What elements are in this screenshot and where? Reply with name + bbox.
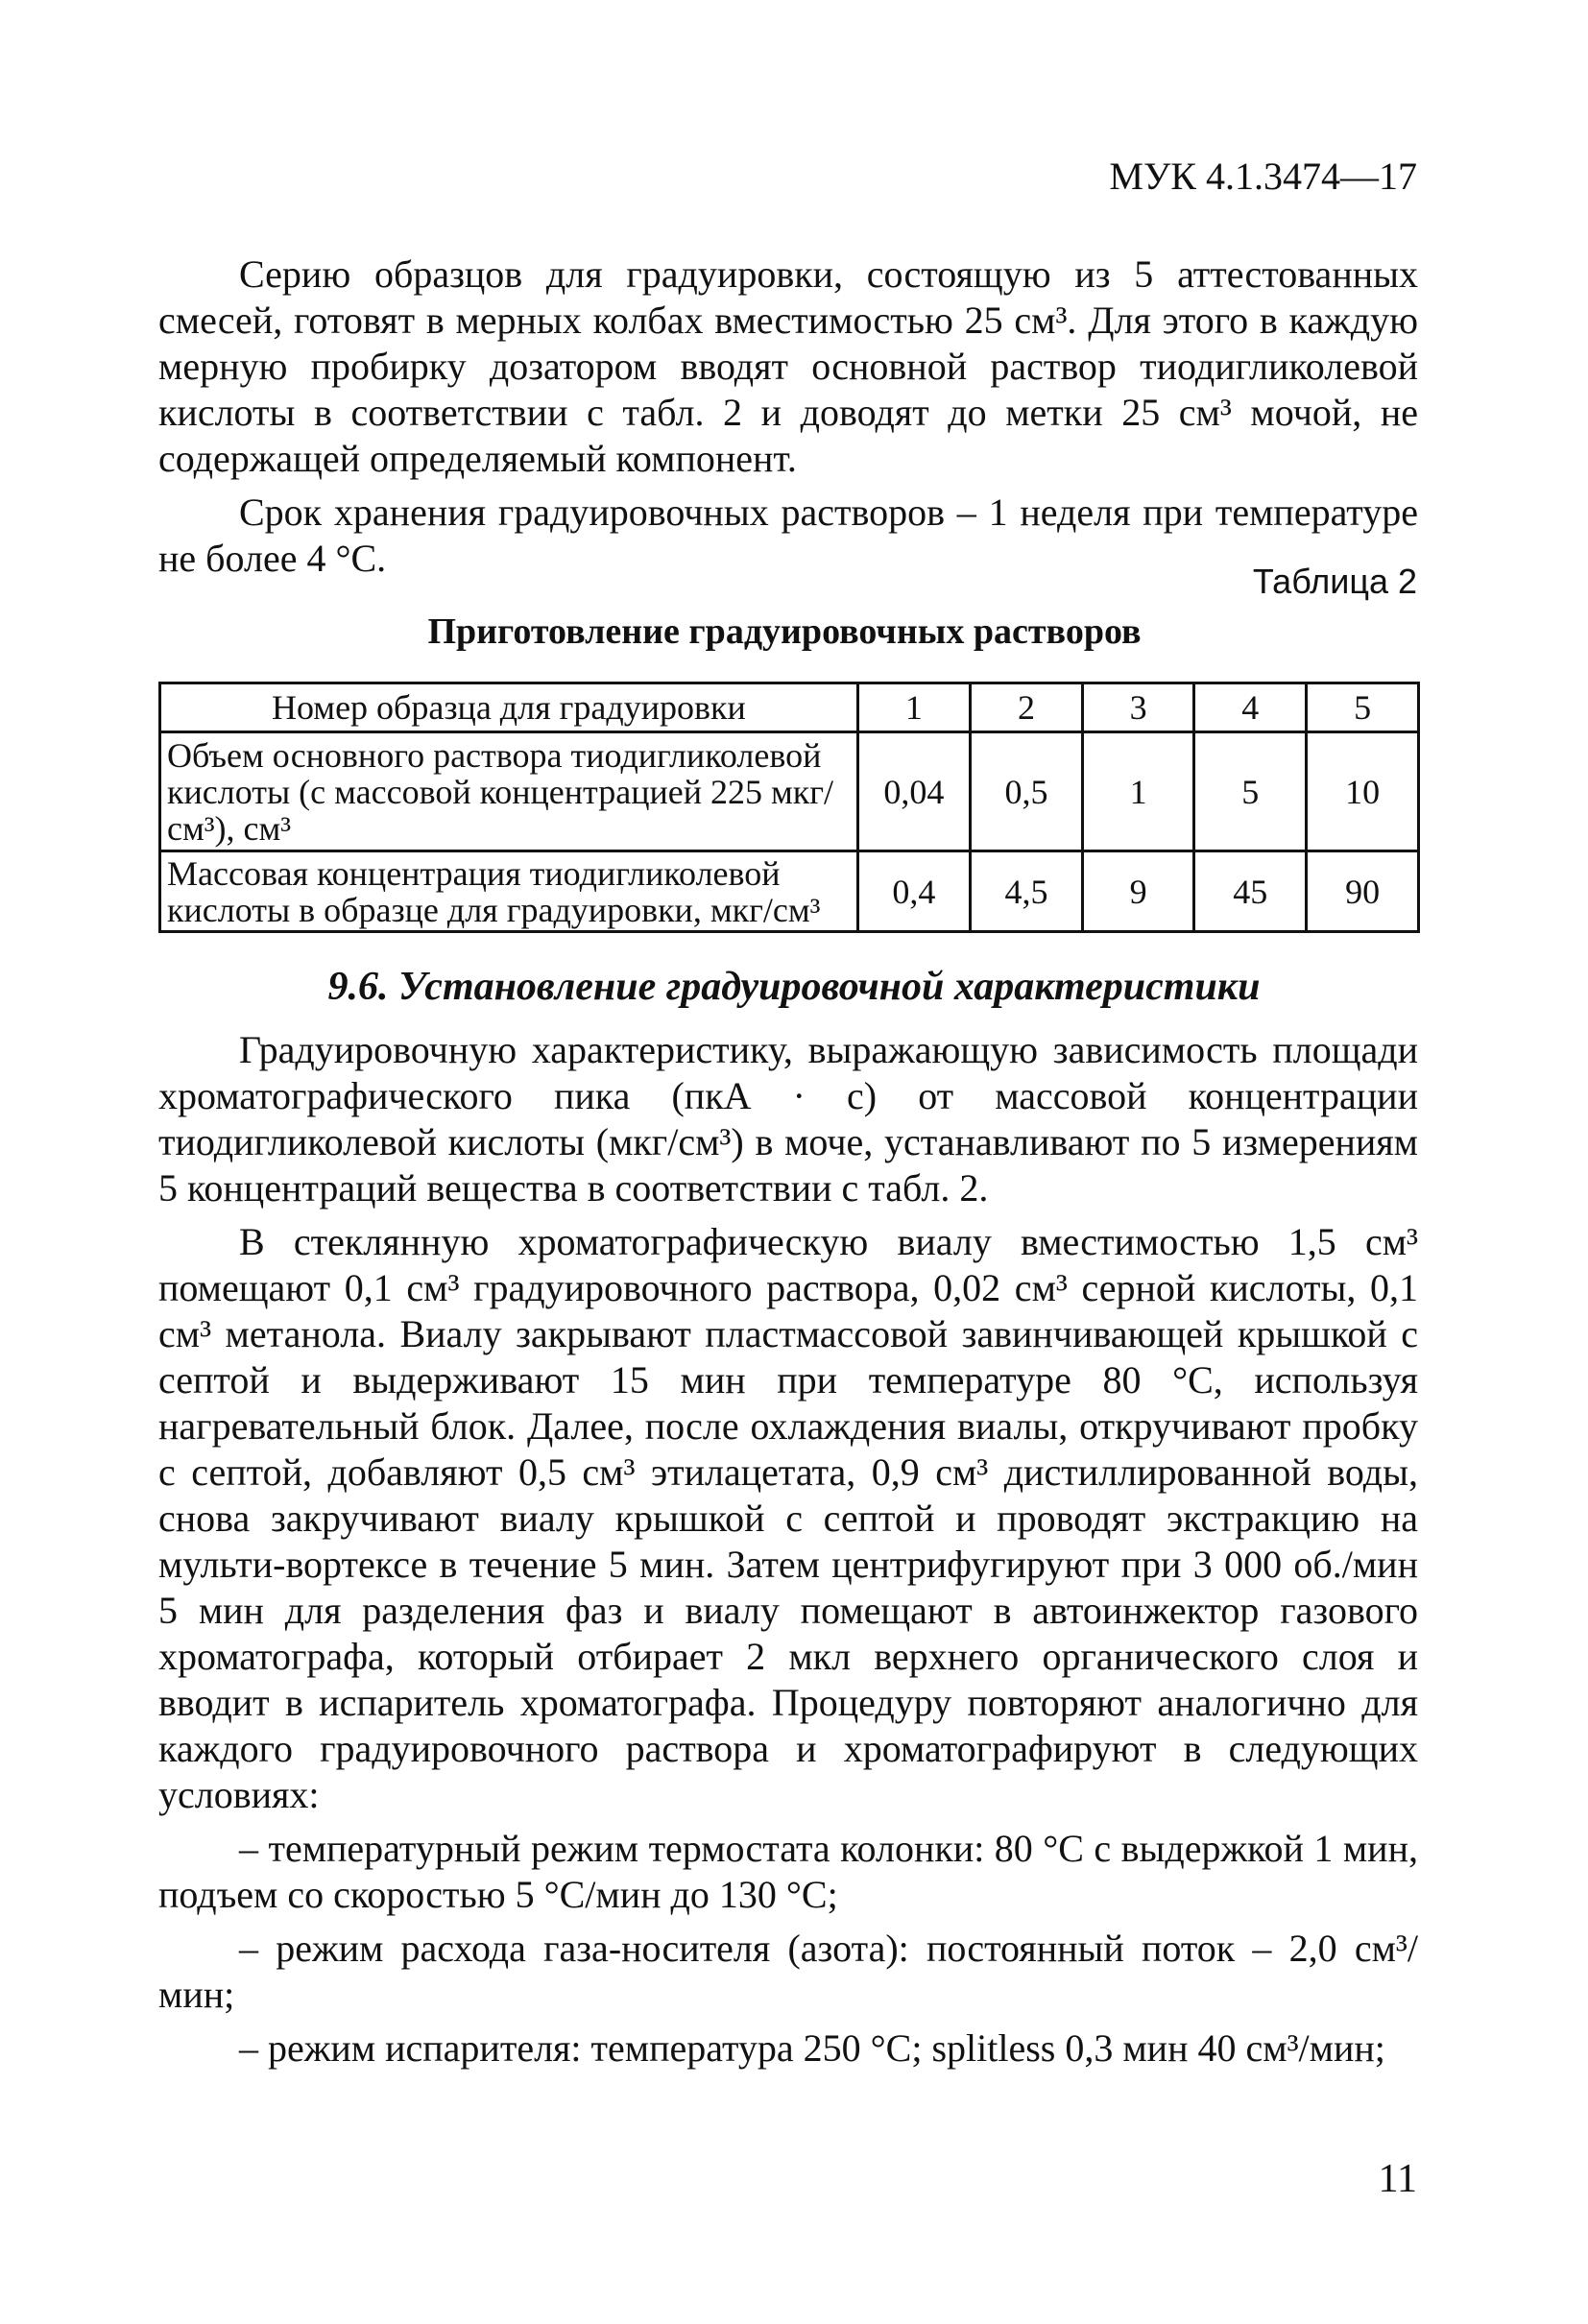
table-cell: 0,4 [857,851,970,932]
table-cell: 9 [1082,851,1193,932]
table-cell: 45 [1194,851,1307,932]
page-number: 11 [1378,2157,1417,2201]
table-column-header: 2 [970,683,1082,732]
table-cell: 0,04 [857,732,970,851]
table-header-label: Номер образца для градуировки [160,683,858,732]
table-row-label: Объем основного раствора тиодигликолевой кислоты (с массовой концентрацией 225 мкг/см³), см³ [160,732,858,851]
section-heading: 9.6. Установление градуировочной характеристики [327,965,1261,1009]
table-number: Таблица 2 [1252,562,1417,601]
paragraph-storage-term: Срок хранения градуировочных растворов – 1 неделя при температуре не более 4 °С. [158,491,1418,580]
paragraph-procedure: В стеклянную хроматографическую виалу вместимостью 1,5 см³ помещают 0,1 см³ градуировочного раствора, 0,02 см³ серной кислоты, 0,1 см³ метанола. Виалу закрывают пластмассовой завинчивающей крышкой с септой и выдерживают 15 мин при температуре 80 °С, используя нагревательный блок. Далее, после охлаждения виалы, откручивают пробку с септой, добавляют 0,5 см³ этилацетата, 0,9 см³ дистиллированной воды, снова закручивают виалу крышкой с септой и проводят экстракцию на мульти-вортексе в течение 5 мин. Затем центрифугируют при 3 000 об./мин 5 мин для разделения фаз и виалу помещают в автоинжектор газового хроматографа, который отбирает 2 мкл верхнего органического слоя и вводит в испаритель хроматографа. Процедуру повторяют аналогично для каждого градуировочного раствора и хроматографируют в следующих условиях: [158,1220,1418,1816]
list-item: – температурный режим термостата колонки: 80 °С с выдержкой 1 мин, подъем со скоростью 5 °С/мин до 130 °С; [158,1827,1418,1916]
table-row-label: Массовая концентрация тиодигликолевой кислоты в образце для градуировки, мкг/см³ [160,851,858,932]
table-header-row [160,683,1419,732]
table-cell: 0,5 [970,732,1082,851]
table-cell: 10 [1307,732,1419,851]
table-column-header: 4 [1194,683,1307,732]
body-text [158,1027,1418,2079]
paragraph-calibration-characteristic: Градуировочную характеристику, выражающую зависимость площади хроматографического пика (пкА · с) от массовой концентрации тиодигликолевой кислоты (мкг/см³) в моче, устанавливают по 5 измерениям 5 концентраций вещества в соответствии с табл. 2. [158,1028,1418,1210]
list-item: – режим испарителя: температура 250 °С; splitless 0,3 мин 40 см³/мин; [239,2026,1385,2070]
table-column-header: 5 [1307,683,1419,732]
table-column-header: 1 [857,683,970,732]
table-cell: 5 [1194,732,1307,851]
table-cell: 90 [1307,851,1419,932]
calibration-table [158,682,1420,933]
document-code: МУК 4.1.3474—17 [1109,155,1417,198]
table-column-header: 3 [1082,683,1193,732]
intro-text [158,252,1418,589]
table-cell: 1 [1082,732,1193,851]
list-item: – режим расхода газа-носителя (азота): постоянный поток – 2,0 см³/мин; [158,1927,1418,2016]
table-row [160,732,1419,851]
table-cell: 4,5 [970,851,1082,932]
table-row [160,851,1419,932]
table-title: Приготовление градуировочных растворов [427,611,1142,652]
paragraph-calibration-series: Серию образцов для градуировки, состоящую из 5 аттестованных смесей, готовят в мерных колбах вместимостью 25 см³. Для этого в каждую мерную пробирку дозатором вводят основной раствор тиодигликолевой кислоты в соответствии с табл. 2 и доводят до метки 25 см³ мочой, не содержащей определяемый компонент. [158,252,1418,480]
